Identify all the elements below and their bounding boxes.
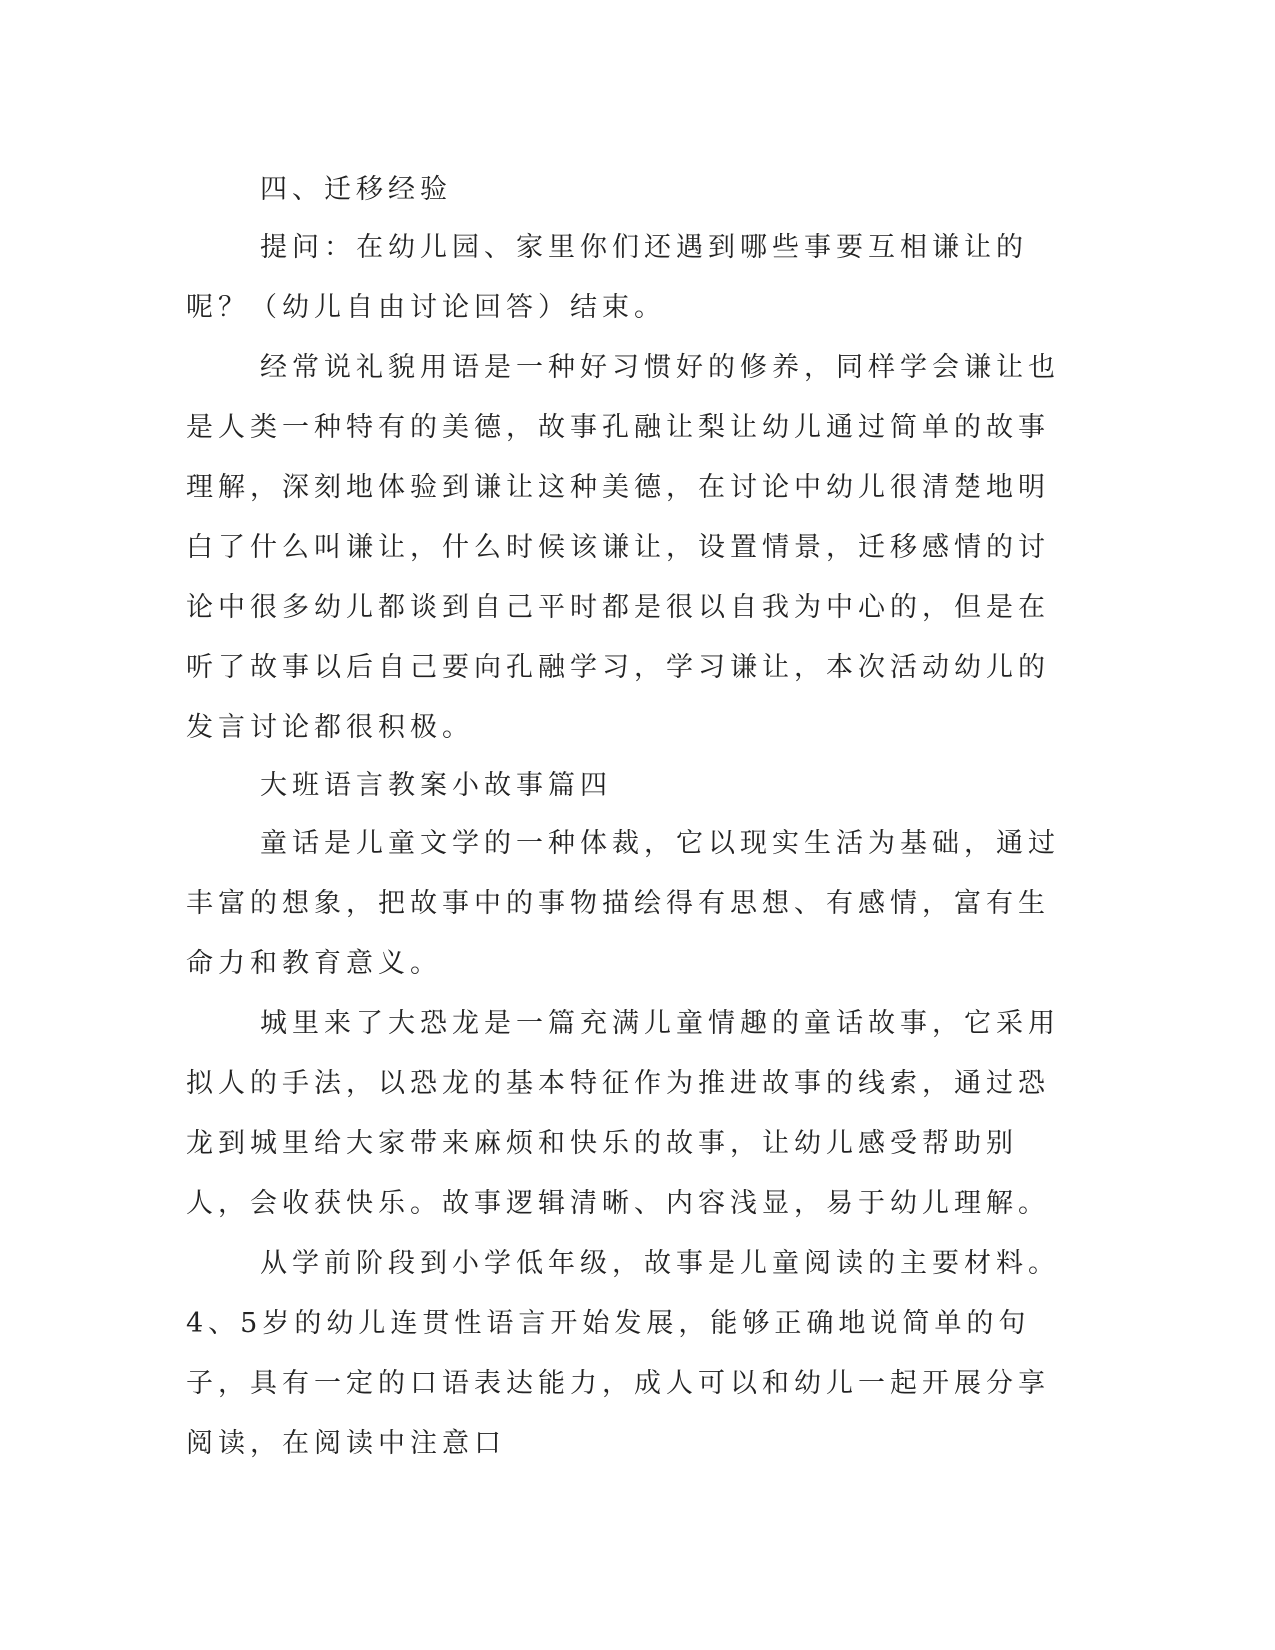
section-title-part-four: 大班语言教案小故事篇四 — [260, 770, 612, 801]
paragraph-reading-material: 从学前阶段到小学低年级，故事是儿童阅读的主要材料。4、5岁的幼儿连贯性语言开始发展，能够正确地说简单的句子，具有一定的口语表达能力，成人可以和幼儿一起开展分享阅读，在阅读中注意口 — [186, 1248, 1060, 1459]
paragraph-dinosaur-story: 城里来了大恐龙是一篇充满儿童情趣的童话故事，它采用拟人的手法，以恐龙的基本特征作为推进故事的线索，通过恐龙到城里给大家带来麻烦和快乐的故事，让幼儿感受帮助别人，会收获快乐。故事逻辑清晰、内容浅显，易于幼儿理解。 — [186, 1008, 1060, 1219]
section-heading-transfer-experience: 四、迁移经验 — [260, 174, 452, 205]
paragraph-reflection: 经常说礼貌用语是一种好习惯好的修养，同样学会谦让也是人类一种特有的美德，故事孔融让梨让幼儿通过简单的故事理解，深刻地体验到谦让这种美德，在讨论中幼儿很清楚地明白了什么叫谦让，什么时候该谦让，设置情景，迁移感情的讨论中很多幼儿都谈到自己平时都是很以自我为中心的，但是在听了故事以后自己要向孔融学习，学习谦让，本次活动幼儿的发言讨论都很积极。 — [186, 352, 1060, 743]
paragraph-question: 提问：在幼儿园、家里你们还遇到哪些事要互相谦让的呢？（幼儿自由讨论回答）结束。 — [186, 232, 1028, 323]
document-body — [186, 162, 1066, 1474]
paragraph-fairy-tale-intro: 童话是儿童文学的一种体裁，它以现实生活为基础，通过丰富的想象，把故事中的事物描绘得有思想、有感情，富有生命力和教育意义。 — [186, 828, 1060, 979]
